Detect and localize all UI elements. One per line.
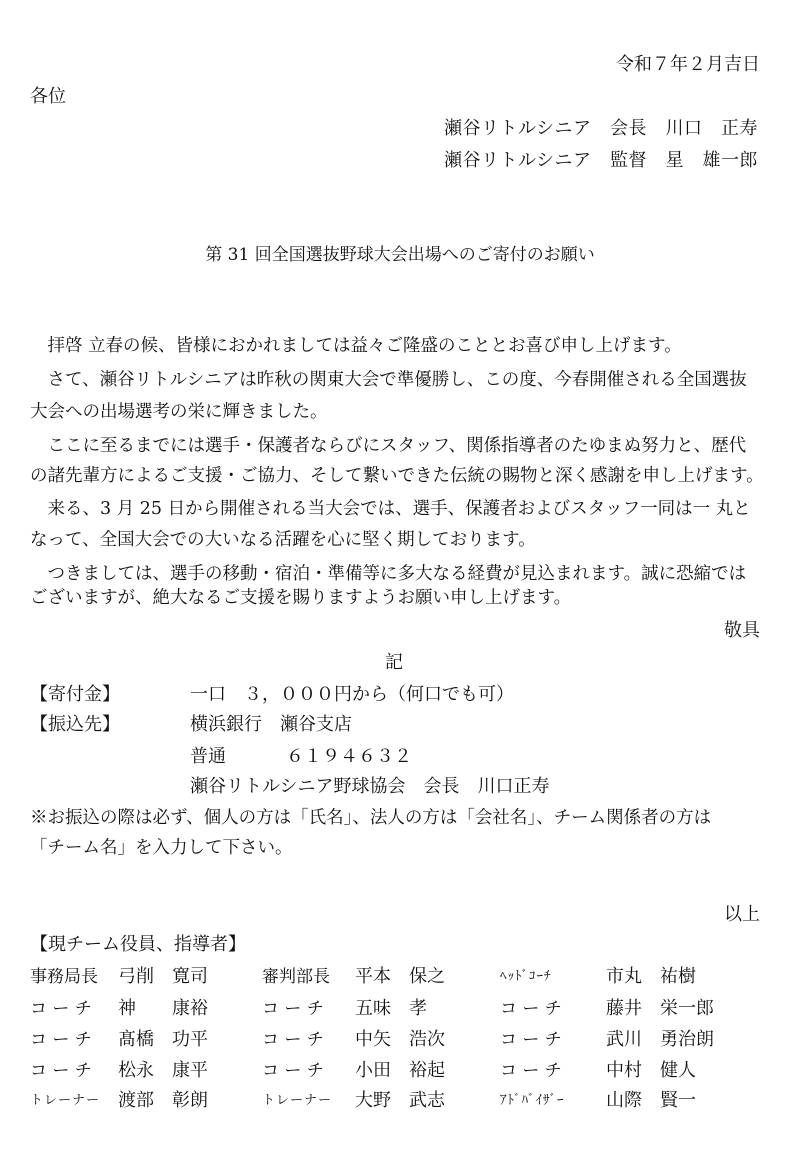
staff-heading: 【現チーム役員、指導者】 bbox=[30, 934, 246, 955]
staff-role: コ ー チ bbox=[30, 1061, 92, 1081]
transfer-note: 「チーム名」を入力して下さい。 bbox=[30, 838, 293, 858]
staff-name: 渡部 彰朗 bbox=[118, 1090, 208, 1111]
staff-role: コ ー チ bbox=[262, 1061, 324, 1081]
staff-name: 五味 孝 bbox=[355, 998, 427, 1019]
staff-role: トレーナー bbox=[30, 1093, 101, 1108]
letter-date: 令和７年２月吉日 bbox=[616, 54, 760, 75]
staff-name: 神 康裕 bbox=[118, 998, 208, 1019]
transfer-account-type: 普通 bbox=[190, 746, 226, 767]
recipient: 各位 bbox=[30, 86, 66, 107]
transfer-bank: 横浜銀行 瀬谷支店 bbox=[190, 714, 352, 735]
body-line: つきましては、選手の移動・宿泊・準備等に多大なる経費が見込まれます。誠に恐縮では bbox=[30, 564, 747, 584]
staff-role: コ ー チ bbox=[30, 1030, 92, 1050]
staff-name: 中村 健人 bbox=[606, 1060, 696, 1081]
staff-role: コ ー チ bbox=[500, 1030, 562, 1050]
closing-keigu: 敬具 bbox=[724, 620, 760, 641]
staff-name: 平本 保之 bbox=[355, 966, 445, 987]
staff-name: 市丸 祐樹 bbox=[606, 966, 696, 987]
body-line: の諸先輩方によるご支援・ご協力、そして繋いできた伝統の賜物と深く感謝を申し上げます。 bbox=[30, 466, 764, 486]
staff-role: 事務局長 bbox=[30, 967, 98, 987]
staff-name: 大野 武志 bbox=[355, 1090, 445, 1111]
staff-name: 松永 康平 bbox=[118, 1060, 208, 1081]
staff-name: 中矢 浩次 bbox=[355, 1029, 445, 1050]
sender-president: 瀬谷リトルシニア 会長 川口 正寿 bbox=[444, 118, 759, 139]
letter-title: 第 31 回全国選抜野球大会出場へのご寄付のお願い bbox=[205, 245, 595, 265]
donation-value: 一口 ３，０００円から（何口でも可） bbox=[190, 684, 514, 705]
staff-role: コ ー チ bbox=[500, 999, 562, 1019]
staff-name: 髙橋 功平 bbox=[118, 1029, 208, 1050]
staff-role: 審判部長 bbox=[262, 967, 330, 987]
staff-role: コ ー チ bbox=[262, 999, 324, 1019]
body-line: ございますが、絶大なるご支援を賜りますようお願い申し上げます。 bbox=[30, 588, 572, 608]
body-line: 来る、3 月 25 日から開催される当大会では、選手、保護者およびスタッフ一同は一 丸と bbox=[30, 499, 751, 519]
staff-name: 山際 賢一 bbox=[606, 1090, 696, 1111]
body-line: さて、瀬谷リトルシニアは昨秋の関東大会で準優勝し、この度、今春開催される全国選抜 bbox=[30, 370, 747, 390]
donation-label: 【寄付金】 bbox=[30, 684, 120, 705]
staff-role: コ ー チ bbox=[262, 1030, 324, 1050]
staff-role: コ ー チ bbox=[30, 999, 92, 1019]
transfer-label: 【振込先】 bbox=[30, 714, 120, 735]
body-line: 大会への出場選考の栄に輝きました。 bbox=[30, 402, 328, 422]
staff-role: コ ー チ bbox=[500, 1061, 562, 1081]
body-line: なって、全国大会での大いなる活躍を心に堅く期しております。 bbox=[30, 530, 536, 550]
transfer-account-name: 瀬谷リトルシニア野球協会 会長 川口正寿 bbox=[190, 776, 550, 797]
body-line: ここに至るまでには選手・保護者ならびにスタッフ、関係指導者のたゆまぬ努力と、歴代 bbox=[30, 436, 747, 456]
transfer-note: ※お振込の際は必ず、個人の方は「氏名」、法人の方は「会社名」、チーム関係者の方は bbox=[30, 808, 712, 828]
staff-name: 藤井 栄一郎 bbox=[606, 998, 714, 1019]
ki-heading: 記 bbox=[385, 652, 403, 673]
closing-ijo: 以上 bbox=[724, 904, 760, 925]
body-line: 拝啓 立春の候、皆様におかれましては益々ご隆盛のこととお喜び申し上げます。 bbox=[30, 336, 682, 356]
staff-role: ﾍｯﾄﾞｺｰﾁ bbox=[500, 969, 552, 984]
staff-role: ｱﾄﾞﾊﾞｲｻﾞｰ bbox=[500, 1093, 565, 1108]
sender-manager: 瀬谷リトルシニア 監督 星 雄一郎 bbox=[444, 150, 759, 171]
staff-role: トレーナー bbox=[262, 1093, 333, 1108]
transfer-account-number: ６１９４６３２ bbox=[286, 746, 412, 767]
staff-name: 小田 裕起 bbox=[355, 1060, 445, 1081]
staff-name: 武川 勇治朗 bbox=[606, 1029, 714, 1050]
staff-name: 弓削 寛司 bbox=[118, 966, 208, 987]
